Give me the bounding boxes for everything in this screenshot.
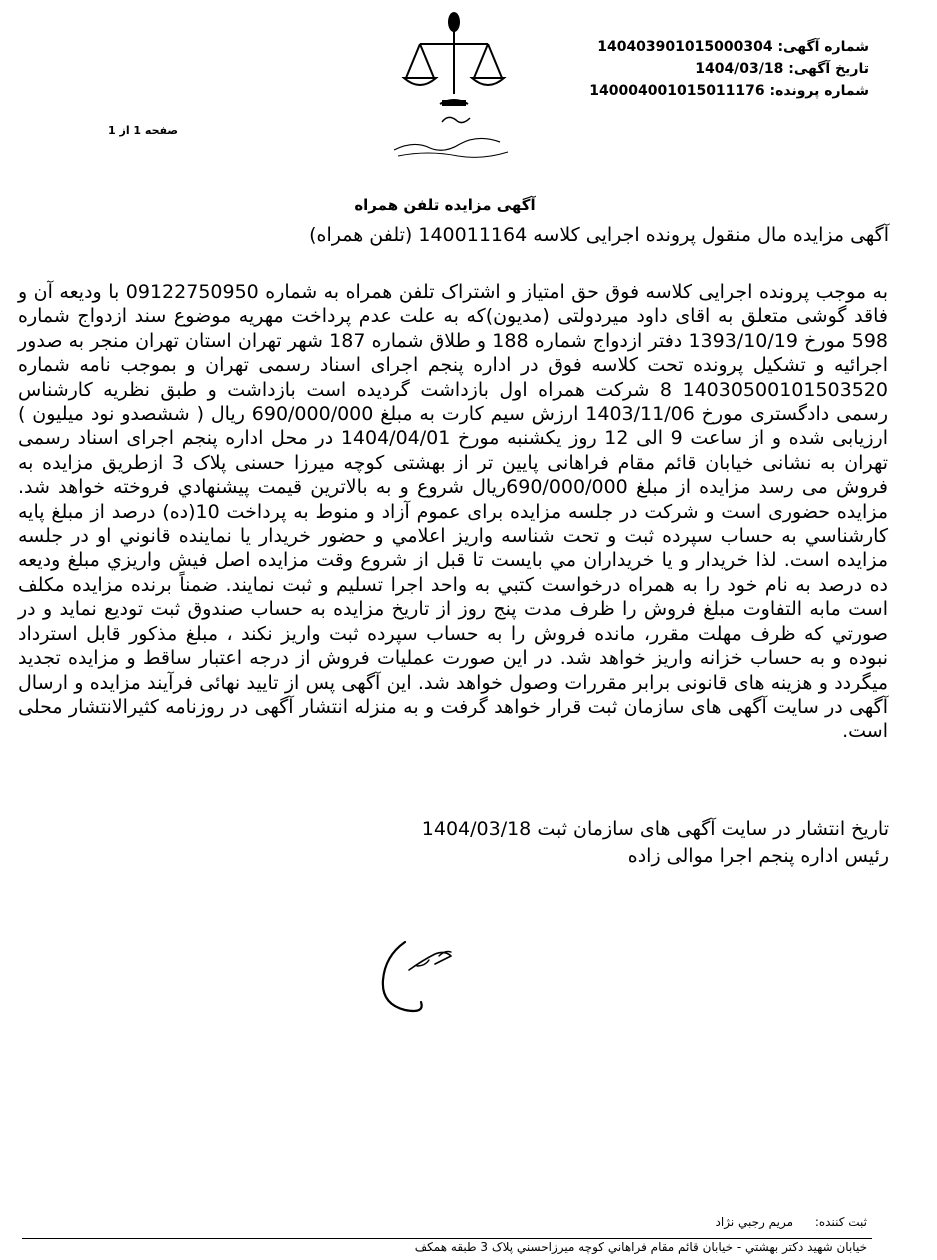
scales-of-justice-icon [384, 4, 524, 164]
footer-divider [22, 1238, 872, 1239]
notice-subtitle: آگهی مزایده مال منقول پرونده اجرایی کلاسه 140011164 (تلفن همراه) [309, 224, 889, 246]
notice-title: آگهی مزایده تلفن همراه [354, 196, 536, 214]
file-number-row [589, 80, 869, 102]
notice-body [18, 280, 888, 744]
judiciary-emblem-logo [384, 4, 524, 164]
notice-number: 140403901015000304 [597, 39, 773, 55]
notice-body-paragraph: به موجب پرونده اجرایی کلاسه فوق حق امتیاز و اشتراک تلفن همراه به شماره 09122750950 با ودیعه آن و فاقد گوشی متعلق به اقای داود میردولتی (مدیون)که به علت عدم پرداخت مهریه موضوع سند ازدواج شماره 598 مورخ 1393/10/19 دفتر ازدواج شماره 188 و طلاق شماره 187 شهر تهران استان تهران منجر به صدور اجرائیه و تشکیل پرونده تحت کلاسه فوق در اداره پنجم اجرای اسناد رسمی تهران و بموجب نامه شماره 14030500101503520 8 شرکت همراه اول بازداشت گردیده است بازداشت و طبق نظریه کارشناس رسمی دادگستری مورخ 1403/11/06 ارزش سیم کارت به مبلغ 690/000/000 ریال ( ششصدو نود میلیون ) ارزیابی شده و از ساعت 9 الی 12 روز یکشنبه مورخ 1404/04/01 در محل اداره پنجم اجرای اسناد رسمی تهران به نشانی خیابان قائم مقام فراهانی پایین تر از بهشتی کوچه میرزا حسنی پلاک 3 ازطریق مزایده به فروش می رسد مزایده از مبلغ 690/000/000ریال شروع و به بالاترین قیمت پیشنهادي فروخته خواهد شد. مزایده حضوری است و شرکت در جلسه مزایده برای عموم آزاد و منوط به پرداخت 10(ده) درصد از مبلغ پایه کارشناسي به حساب سپرده ثبت و تحت شناسه واریز اعلامي و حضور خریدار یا نماینده قانوني او در جلسه مزایده است. لذا خریدار و یا خریداران مي بایست تا قبل از شروع وقت مزایده اصل فیش واریزي مبلغ ودیعه ده درصد به نام خود را به همراه درخواست كتبي به واحد اجرا تسلیم و ثبت نمایند. ضمناً برنده مزایده مکلف است مابه التفاوت مبلغ فروش را ظرف مدت پنج روز از تاریخ مزایده به حساب صندوق ثبت تودیع نماید و در صورتي که ظرف مهلت مقرر، مانده فروش را به حساب سپرده ثبت واریز نکند ، مبلغ مذکور قابل استرداد نبوده و به حساب خزانه واریز خواهد شد. در این صورت عملیات فروش از درجه اعتبار ساقط و مزایده تجدید میگردد و هزینه های قانونی برابر مقررات وصول خواهد شد. این آگهی پس از تایید نهائی فرآیند مزایده و ارسال آگهی در سایت آگهی های سازمان ثبت قرار خواهد گرفت و به منزله انتشار آگهی در روزنامه کثیرالانتشار محلی است. [18, 281, 888, 743]
handwritten-signature [343, 904, 503, 1044]
notice-meta [589, 36, 869, 102]
file-number: 140004001015011176 [589, 83, 765, 99]
page-number: صفحه 1 از 1 [108, 124, 179, 137]
office-address: خیابان شهید دکتر بهشتي - خیابان قائم مقام فراهاني کوچه میرزاحسني پلاک 3 طبقه همکف [414, 1240, 867, 1254]
notice-date: 1404/03/18 [695, 61, 784, 77]
notice-date-row [589, 58, 869, 80]
registrar-label: ثبت کننده: [814, 1215, 867, 1229]
signatory-line: رئیس اداره پنجم اجرا موالی زاده [627, 845, 889, 867]
file-number-label: شماره پرونده: [769, 83, 869, 99]
registrar-name: مریم رجبي نژاد [715, 1215, 794, 1229]
signature-icon [343, 904, 503, 1044]
notice-number-row [589, 36, 869, 58]
publish-date-line: تاریخ انتشار در سایت آگهی های سازمان ثبت 1404/03/18 [421, 818, 889, 840]
notice-date-label: تاریخ آگهی: [788, 61, 869, 77]
registrar [716, 1215, 867, 1229]
notice-number-label: شماره آگهی: [777, 39, 869, 55]
